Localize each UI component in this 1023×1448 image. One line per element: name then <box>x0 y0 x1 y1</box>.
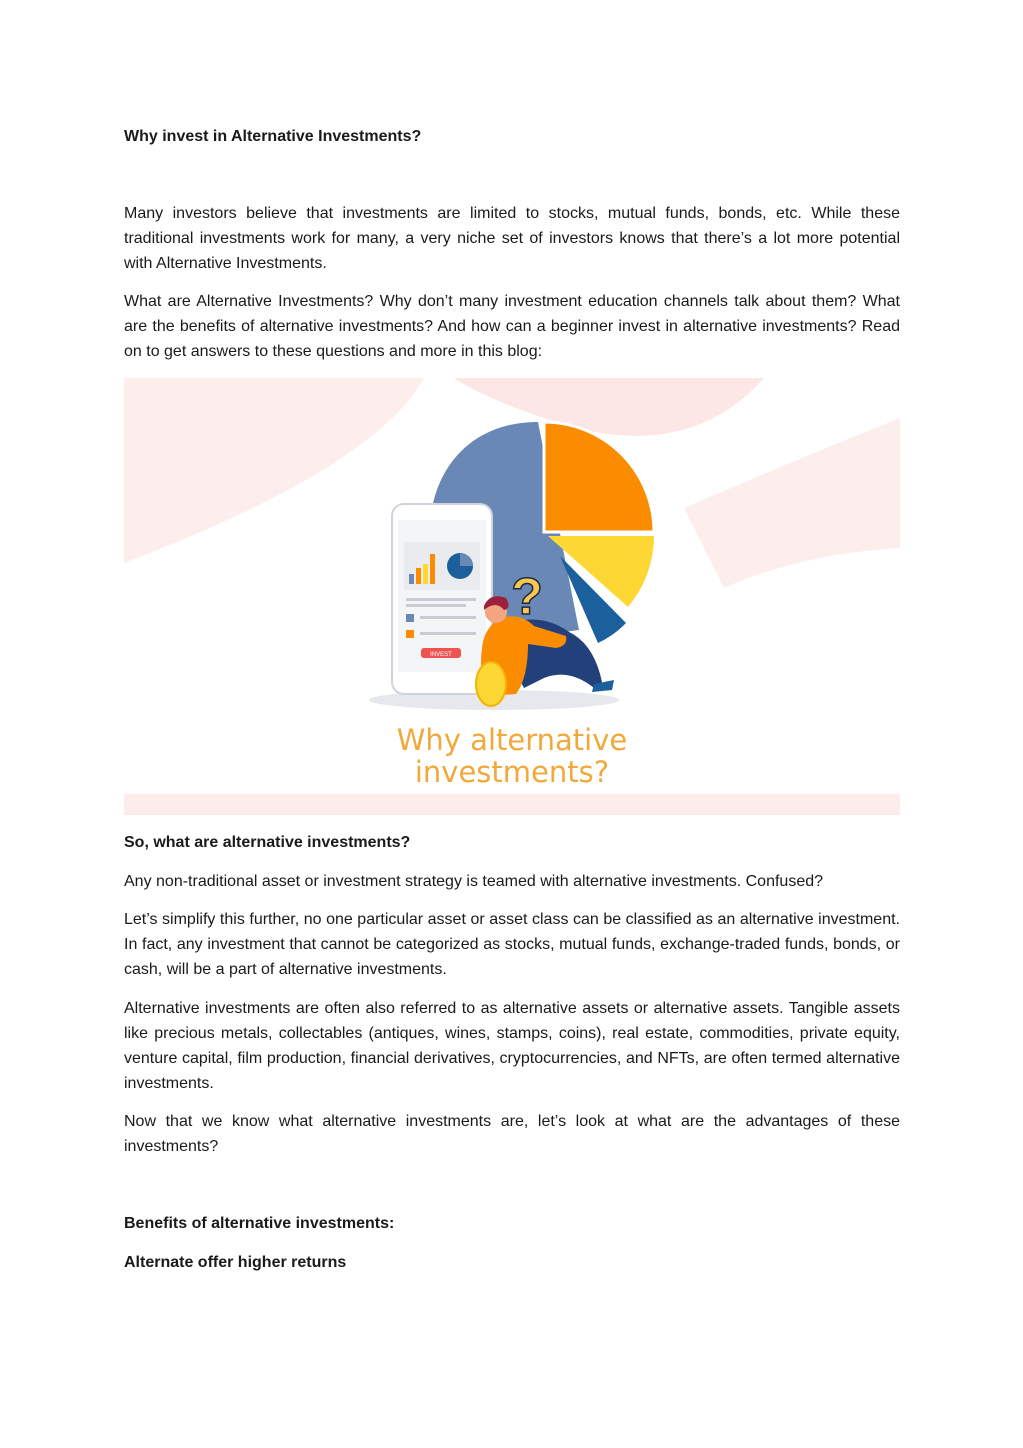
section-heading-what: So, what are alternative investments? <box>124 834 411 851</box>
illustration-caption-line-2: investments? <box>414 755 610 789</box>
question-mark-icon: ? <box>511 568 543 626</box>
main-heading: Why invest in Alternative Investments? <box>124 128 422 145</box>
benefit-subheading: Alternate offer higher returns <box>124 1254 347 1271</box>
phone-invest-label: INVEST <box>430 652 452 658</box>
phone-bar-2 <box>416 568 421 584</box>
blog-hero-illustration <box>124 378 900 815</box>
illustration-caption-line-1: Why alternative <box>396 723 628 757</box>
coin-icon <box>476 662 506 706</box>
section-heading-benefits: Benefits of alternative investments: <box>124 1215 395 1232</box>
what-paragraph-1: Any non-traditional asset or investment strategy is teamed with alternative investments. Confused? <box>124 873 824 890</box>
phone-list-marker-orange <box>406 630 414 638</box>
phone-line <box>420 616 476 619</box>
phone-illustration <box>392 504 492 694</box>
phone-bar-1 <box>409 574 414 584</box>
phone-list-marker-blue <box>406 614 414 622</box>
phone-bar-4 <box>430 554 435 584</box>
illustration-svg <box>124 378 900 815</box>
phone-line <box>406 598 476 601</box>
phone-bar-3 <box>423 564 428 584</box>
what-paragraph-3: Alternative investments are often also referred to as alternative assets or alternative assets. Tangible assets like precious metals, collectables (antiques, wines, stamps, coins), real estate, commodities, private equity, venture capital, film production, financial derivatives, cryptocurrencies, and NFTs, are often termed alternative investments. <box>124 1000 900 1092</box>
bg-blob-left <box>124 378 424 563</box>
what-paragraph-2: Let’s simplify this further, no one particular asset or asset class can be classified as an alternative investment. In fact, any investment that cannot be categorized as stocks, mutual funds, exchange-traded funds, bonds, or cash, will be a part of alternative investments. <box>124 911 900 978</box>
bg-blob-top <box>454 378 764 436</box>
pie-slice-orange <box>544 422 654 532</box>
intro-paragraph-2: What are Alternative Investments? Why don’t many investment education channels talk about them? What are the benefits of alternative investments? And how can a beginner invest in alternative investments? Read on to get answers to these questions and more in this blog: <box>124 293 900 360</box>
bg-blob-right <box>684 418 900 588</box>
phone-line <box>420 632 476 635</box>
intro-paragraph-1: Many investors believe that investments are limited to stocks, mutual funds, bonds, etc. While these traditional investments work for many, a very niche set of investors knows that there’s a lot more potential with Alternative Investments. <box>124 205 900 272</box>
bottom-strip <box>124 794 900 815</box>
what-paragraph-4: Now that we know what alternative investments are, let’s look at what are the advantages of these investments? <box>124 1113 900 1155</box>
phone-line <box>406 604 466 607</box>
